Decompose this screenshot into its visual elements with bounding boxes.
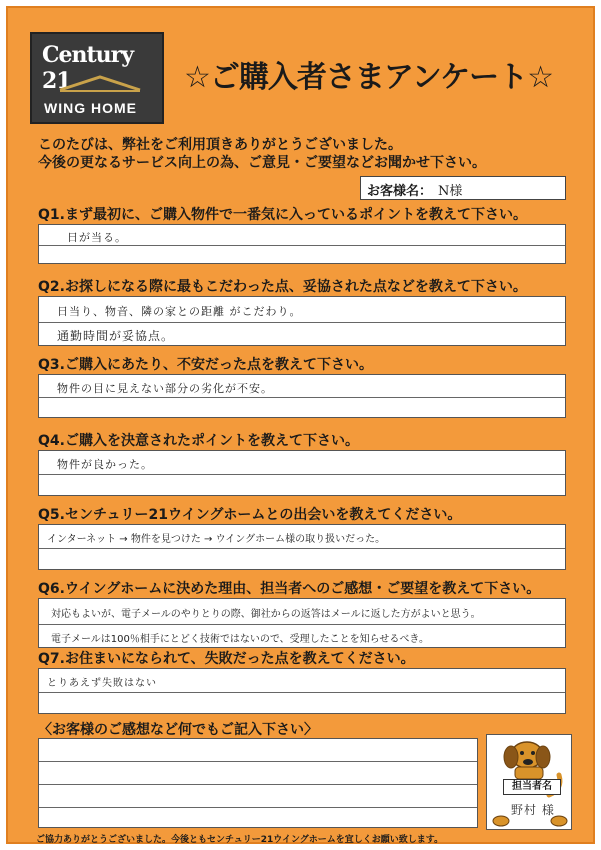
company-logo — [30, 32, 164, 124]
question-5-answer[interactable] — [38, 524, 566, 570]
question-1-answer[interactable] — [38, 224, 566, 264]
comment-rule — [39, 761, 477, 762]
answer-rule — [39, 397, 565, 398]
question-7-answer[interactable] — [38, 668, 566, 714]
question-6-answer-line-2: 電子メールは100％相手にとどく技術ではないので、受理したことを知らせるべき。 — [51, 634, 429, 645]
question-4-label: Q4.ご購入を決意されたポイントを教えて下さい。 — [38, 433, 359, 449]
customer-name-label: お客様名： — [367, 184, 433, 199]
question-7-label: Q7.お住まいになられて、失敗だった点を教えてください。 — [38, 651, 415, 667]
question-6-label: Q6.ウイングホームに決めた理由、担当者へのご感想・ご要望を教えて下さい。 — [38, 581, 541, 597]
question-7-answer-line-1: とりあえず失敗はない — [47, 678, 157, 689]
house-roof-icon — [58, 74, 142, 92]
answer-rule — [39, 548, 565, 549]
question-5-answer-line-1: インターネット → 物件を見つけた → ウイングホーム様の取り扱いだった。 — [47, 534, 386, 545]
question-3-answer[interactable] — [38, 374, 566, 418]
answer-rule — [39, 474, 565, 475]
staff-panel — [486, 734, 572, 830]
comment-rule — [39, 807, 477, 808]
comment-label: 〈お客様のご感想など何でもご記入下さい〉 — [38, 722, 318, 738]
question-3-label: Q3.ご購入にあたり、不安だった点を教えて下さい。 — [38, 357, 373, 373]
comment-rule — [39, 784, 477, 785]
intro-line-1: このたびは、弊社をご利用頂きありがとうございました。 — [38, 137, 402, 153]
question-1-answer-line-1: 日が当る。 — [67, 231, 127, 244]
logo-brand: Century 21 — [42, 42, 134, 94]
question-2-answer-line-1: 日当り、物音、隣の家との距離 がこだわり。 — [57, 305, 302, 318]
comment-box[interactable] — [38, 738, 478, 828]
survey-sheet — [6, 6, 595, 844]
answer-rule — [39, 245, 565, 246]
question-3-answer-line-1: 物件の目に見えない部分の劣化が不安。 — [57, 382, 273, 395]
logo-wing-home: WING HOME — [44, 100, 137, 116]
answer-rule — [39, 322, 565, 323]
intro-text — [38, 136, 578, 172]
question-2-label: Q2.お探しになる際に最もこだわった点、妥協された点などを教えて下さい。 — [38, 279, 527, 295]
page-title: ☆ご購入者さまアンケート☆ — [184, 60, 553, 95]
staff-badge: 担当者名 — [503, 779, 561, 795]
question-6-answer-line-1: 対応もよいが、電子メールのやりとりの際、御社からの返答はメールに返した方がよいと思う。 — [51, 609, 481, 620]
question-1-label: Q1.まず最初に、ご購入物件で一番気に入っているポイントを教えて下さい。 — [38, 207, 527, 223]
staff-name: 野村 様 — [511, 803, 555, 817]
answer-rule — [39, 692, 565, 693]
customer-name-field[interactable] — [360, 176, 566, 200]
question-5-label: Q5.センチュリー21ウイングホームとの出会いを教えてください。 — [38, 507, 462, 523]
intro-line-2: 今後の更なるサービス向上の為、ご意見・ご要望などお聞かせ下さい。 — [38, 155, 486, 171]
question-2-answer[interactable] — [38, 296, 566, 346]
footer-note: ご協力ありがとうございました。今後ともセンチュリー21ウイングホームを宜しくお願い致します。 — [36, 835, 444, 845]
customer-name-value: N様 — [438, 184, 463, 199]
question-6-answer[interactable] — [38, 598, 566, 648]
question-4-answer[interactable] — [38, 450, 566, 496]
answer-rule — [39, 624, 565, 625]
question-4-answer-line-1: 物件が良かった。 — [57, 458, 153, 471]
question-2-answer-line-2: 通勤時間が妥協点。 — [57, 329, 175, 343]
